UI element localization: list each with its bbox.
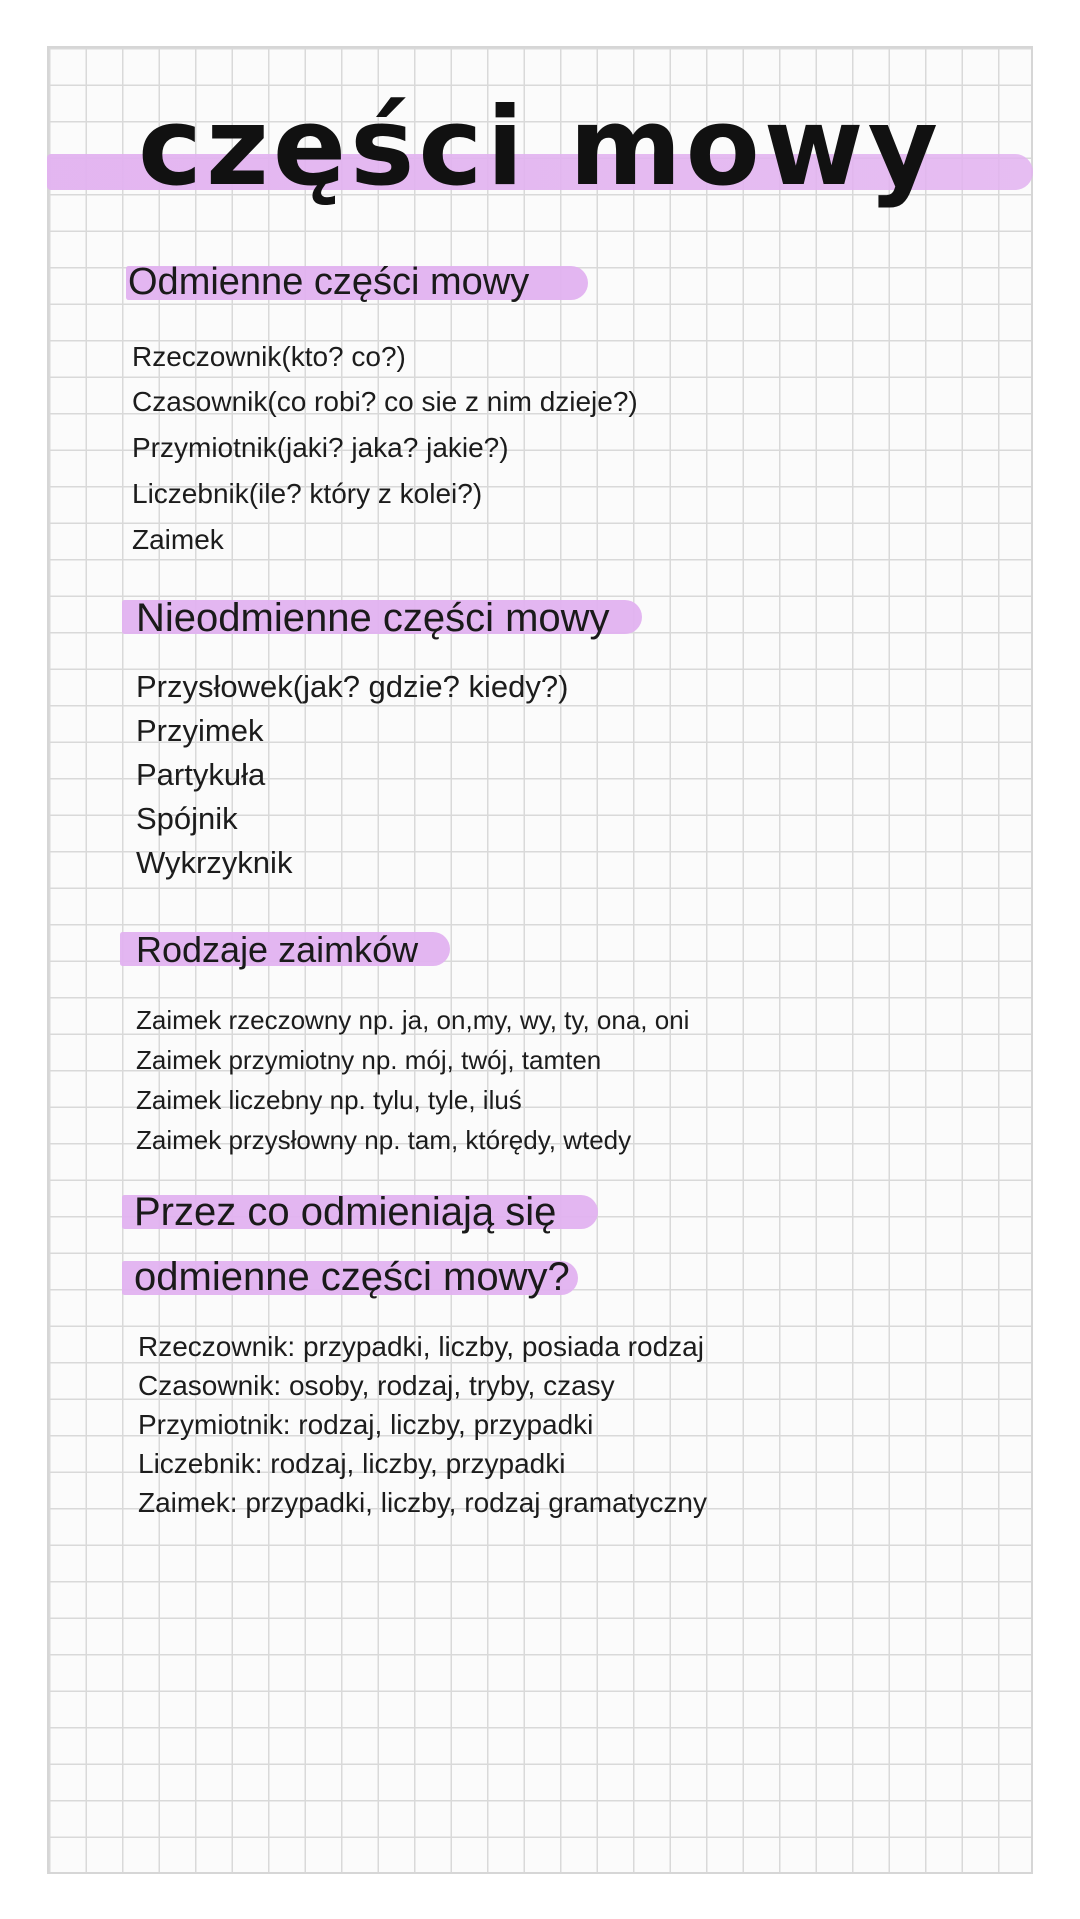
list-item: Zaimek przysłowny np. tam, którędy, wtedy bbox=[136, 1125, 632, 1155]
list-item: Liczebnik(ile? który z kolei?) bbox=[132, 478, 483, 509]
section-heading: Odmienne części mowy bbox=[128, 261, 530, 303]
section-heading: Nieodmienne części mowy bbox=[136, 596, 610, 640]
list-item: Wykrzyknik bbox=[136, 845, 293, 880]
section-heading: Rodzaje zaimków bbox=[136, 929, 419, 970]
list-item: Zaimek bbox=[132, 524, 224, 555]
list-item: Przymiotnik(jaki? jaka? jakie?) bbox=[132, 432, 509, 463]
list-item: Partykuła bbox=[136, 757, 266, 792]
page-title: części mowy bbox=[138, 85, 942, 210]
list-item: Zaimek liczebny np. tylu, tyle, iluś bbox=[136, 1085, 522, 1115]
list-item: Przyimek bbox=[136, 713, 264, 748]
list-item: Rzeczownik: przypadki, liczby, posiada rodzaj bbox=[138, 1331, 704, 1362]
list-item: Przysłowek(jak? gdzie? kiedy?) bbox=[136, 669, 569, 704]
list-item: Liczebnik: rodzaj, liczby, przypadki bbox=[138, 1448, 566, 1479]
list-item: Czasownik(co robi? co sie z nim dzieje?) bbox=[132, 386, 638, 417]
list-item: Rzeczownik(kto? co?) bbox=[132, 341, 406, 372]
section-heading: odmienne części mowy? bbox=[134, 1255, 570, 1299]
section-heading: Przez co odmieniają się bbox=[134, 1190, 557, 1234]
list-item: Zaimek rzeczowny np. ja, on,my, wy, ty, ona, oni bbox=[136, 1005, 690, 1035]
list-item: Zaimek przymiotny np. mój, twój, tamten bbox=[136, 1045, 602, 1075]
list-item: Przymiotnik: rodzaj, liczby, przypadki bbox=[138, 1409, 594, 1440]
list-item: Zaimek: przypadki, liczby, rodzaj gramatyczny bbox=[138, 1487, 707, 1518]
list-item: Spójnik bbox=[136, 801, 238, 836]
list-item: Czasownik: osoby, rodzaj, tryby, czasy bbox=[138, 1370, 615, 1401]
